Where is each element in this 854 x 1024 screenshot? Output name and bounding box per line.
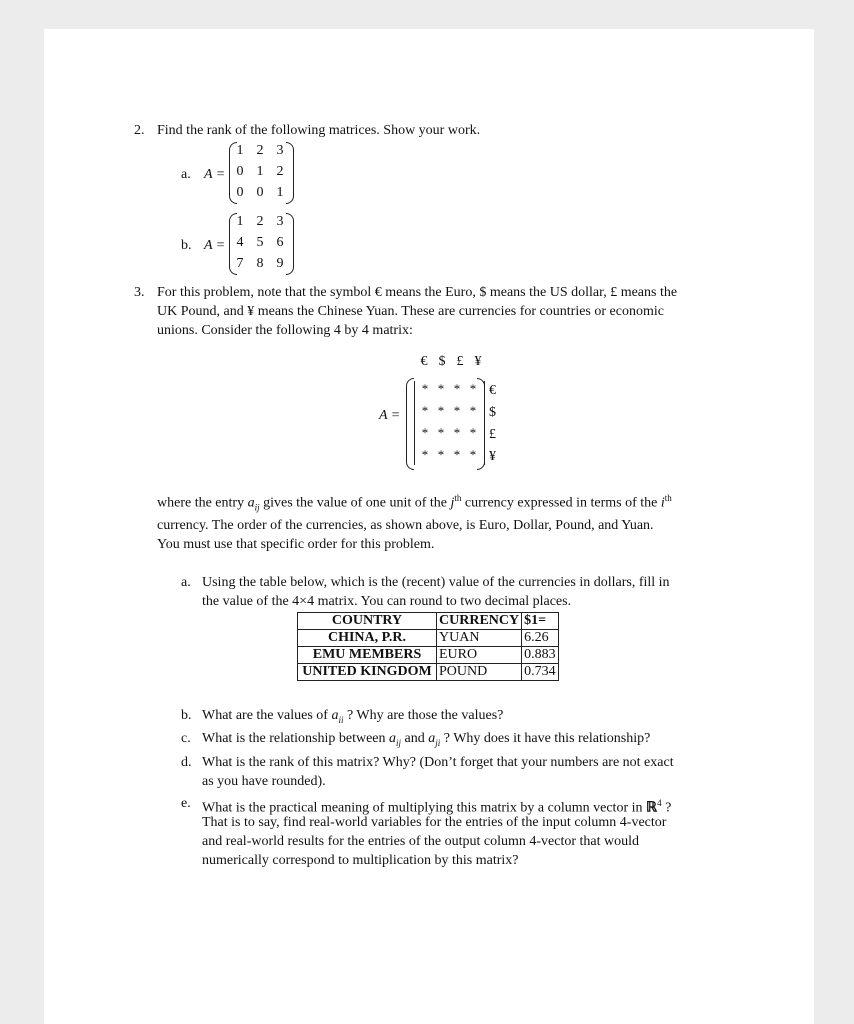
currency-column-symbol: ¥ (474, 354, 482, 369)
matrix-entry: * (453, 381, 461, 396)
q3-intro-line: For this problem, note that the symbol € means the Euro, $ means the US dollar, £ means the (157, 285, 678, 300)
q3-explanation-line3: You must use that specific order for this problem. (157, 537, 435, 552)
q3d-line: as you have rounded). (202, 774, 326, 789)
q3c-label: c. (181, 731, 191, 746)
document-page (44, 29, 814, 1024)
q3e-line: numerically correspond to multiplication by this matrix? (202, 853, 519, 868)
table-cell: 0.883 (522, 647, 559, 664)
currency-table (297, 612, 559, 681)
table-cell: 0.734 (522, 664, 559, 681)
table-cell: CHINA, P.R. (298, 630, 437, 647)
table-cell: UNITED KINGDOM (298, 664, 437, 681)
matrix-entry: 1 (256, 164, 264, 179)
matrix-entry: * (469, 403, 477, 418)
q3e-line: and real-world results for the entries of the output column 4-vector that would (202, 834, 639, 849)
matrix-entry: * (469, 447, 477, 462)
currency-column-symbol: € (420, 354, 428, 369)
q3b-text: What are the values of $a_{ii}$ ? Why are those the values? (202, 708, 504, 725)
matrix-entry: 2 (276, 164, 284, 179)
q2-number: 2. (134, 123, 145, 138)
matrix-bar (414, 381, 415, 465)
q3-number: 3. (134, 285, 145, 300)
q3a-label: a. (181, 575, 191, 590)
matrix-entry: 7 (236, 256, 244, 271)
matrix-entry: 0 (236, 185, 244, 200)
matrix-entry: 0 (256, 185, 264, 200)
table-cell: POUND (437, 664, 522, 681)
q3e-line: That is to say, find real-world variables for the entries of the input column 4-vector (202, 815, 667, 830)
matrix-bar (484, 381, 485, 465)
matrix-entry: * (421, 425, 429, 440)
matrix-entry: 1 (236, 214, 244, 229)
matrix-entry: 0 (236, 164, 244, 179)
matrix-entry: 2 (256, 214, 264, 229)
table-row (298, 647, 559, 664)
currency-column-symbol: £ (456, 354, 464, 369)
matrix-entry: 1 (276, 185, 284, 200)
q2a-label: a. (181, 167, 191, 182)
q3-intro-line: unions. Consider the following 4 by 4 matrix: (157, 323, 413, 338)
matrix-entry: * (421, 381, 429, 396)
q3-matrix-lhs: A = (379, 408, 401, 423)
matrix-entry: * (453, 403, 461, 418)
q3d-label: d. (181, 755, 192, 770)
matrix-entry: 8 (256, 256, 264, 271)
matrix-entry: * (437, 425, 445, 440)
q3c-text: What is the relationship between $a_{ij}$ and $a_{ji}$ ? Why does it have this relationship? (202, 731, 651, 748)
matrix-entry: 9 (276, 256, 284, 271)
left-paren (406, 378, 414, 470)
q3b-label: b. (181, 708, 192, 723)
table-row (298, 630, 559, 647)
table-row (298, 664, 559, 681)
table-header: COUNTRY (298, 613, 437, 630)
matrix-entry: 2 (256, 143, 264, 158)
matrix-entry: * (469, 381, 477, 396)
matrix-entry: * (453, 447, 461, 462)
currency-row-symbol: ¥ (489, 449, 496, 464)
matrix-entry: 1 (236, 143, 244, 158)
table-cell: 6.26 (522, 630, 559, 647)
matrix-entry: * (437, 447, 445, 462)
matrix-entry: * (469, 425, 477, 440)
matrix-entry: 6 (276, 235, 284, 250)
currency-row-symbol: $ (489, 405, 496, 420)
q3-explanation-line1: where the entry $a_{ij}$ gives the value of one unit of the $j^{th}$ currency expressed in terms of the $i^{th}$ (157, 493, 672, 513)
q3a-line: Using the table below, which is the (recent) value of the currencies in dollars, fill in (202, 575, 670, 590)
matrix-entry: * (421, 447, 429, 462)
q2b-label: b. (181, 238, 192, 253)
matrix-entry: 3 (276, 143, 284, 158)
currency-row-symbol: £ (489, 427, 496, 442)
q3-explanation-line2: currency. The order of the currencies, as shown above, is Euro, Dollar, Pound, and Yuan. (157, 518, 654, 533)
table-cell: YUAN (437, 630, 522, 647)
q3d-line: What is the rank of this matrix? Why? (Don’t forget that your numbers are not exact (202, 755, 674, 770)
q2a-lhs: A = (204, 167, 226, 182)
table-cell: EMU MEMBERS (298, 647, 437, 664)
q3-intro-line: UK Pound, and ¥ means the Chinese Yuan. These are currencies for countries or economic (157, 304, 664, 319)
q3a-line: the value of the 4×4 matrix. You can round to two decimal places. (202, 594, 572, 609)
matrix-entry: * (437, 403, 445, 418)
q3e-label: e. (181, 796, 191, 811)
matrix-entry: * (421, 403, 429, 418)
matrix-entry: * (453, 425, 461, 440)
matrix-entry: 4 (236, 235, 244, 250)
table-cell: EURO (437, 647, 522, 664)
matrix-entry: 5 (256, 235, 264, 250)
table-header: CURRENCY (437, 613, 522, 630)
currency-column-symbol: $ (438, 354, 446, 369)
matrix-entry: * (437, 381, 445, 396)
q2b-lhs: A = (204, 238, 226, 253)
q3e-line1: What is the practical meaning of multiplying this matrix by a column vector in ℝ$^4$ ? (202, 798, 672, 816)
table-header: $1= (522, 613, 559, 630)
currency-row-symbol: € (489, 383, 496, 398)
q2-text: Find the rank of the following matrices. Show your work. (157, 123, 481, 138)
matrix-entry: 3 (276, 214, 284, 229)
table-header-row (298, 613, 559, 630)
